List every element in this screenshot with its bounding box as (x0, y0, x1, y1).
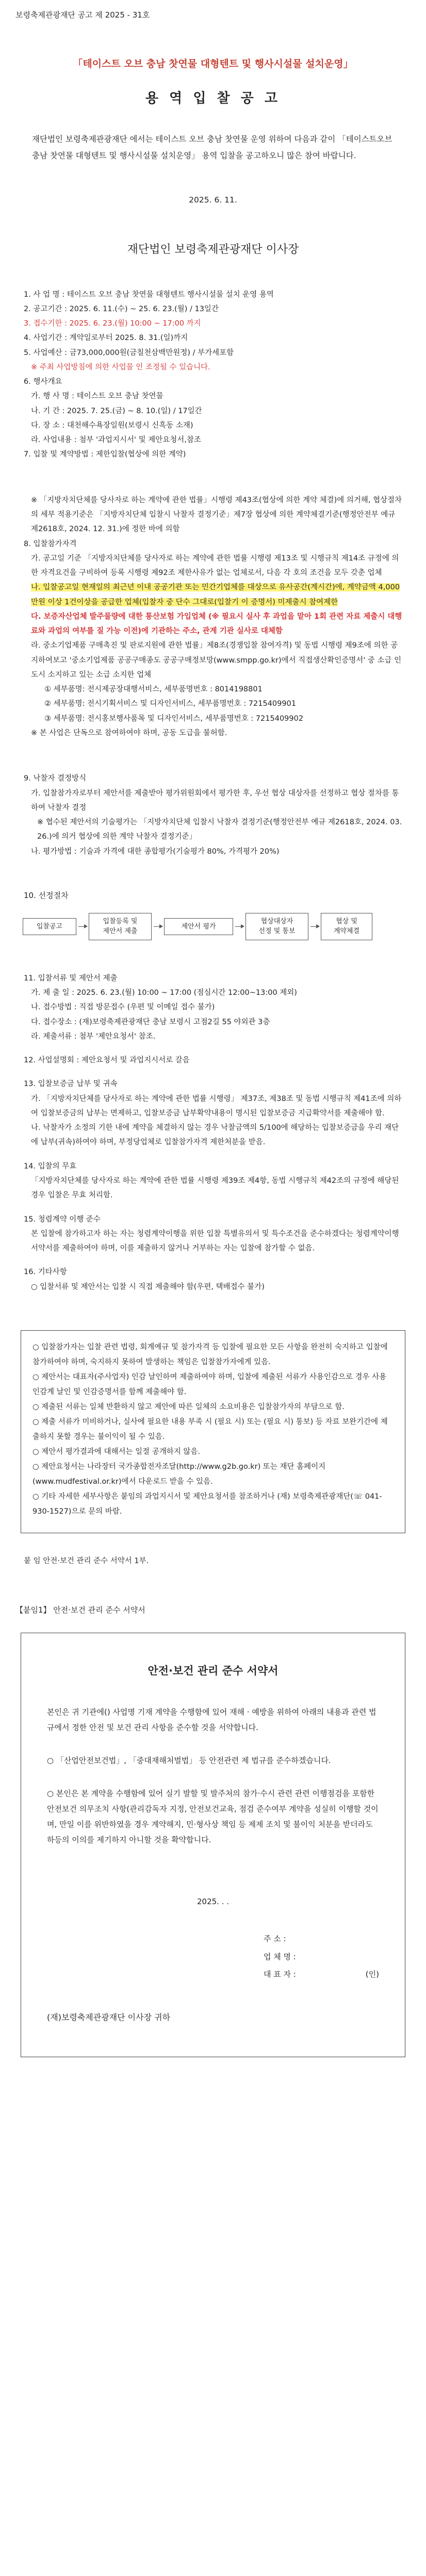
notice-item: ○ 제출된 서류는 일체 반환하지 않고 제안에 따른 일체의 소요비용은 입찰참가자의 부담으로 함. (32, 1402, 345, 1411)
integrity-heading: 15. 청렴계약 이행 준수 (24, 1215, 101, 1224)
notice-box (21, 1330, 405, 1533)
announcement-subtitle (0, 56, 426, 70)
announcement-date: 2025. 6. 11. (189, 195, 237, 205)
pledge-body: 본인은 귀 기관에(‌) 사업명 기재 계약을 수행함에 있어 재해 · 예방을 위하여 아래의 내용과 관련 법규에서 정한 안전 및 보건 관리 사항을 준수할 것을 서약합니다. (47, 1707, 376, 1733)
document-number: 보령축제관광재단 공고 제 2025 - 31호 (15, 10, 150, 20)
invalid-heading: 14. 입찰의 무효 (24, 1162, 77, 1171)
pledge-date: 2025. . . (196, 1897, 229, 1907)
pledge-recipient: (재)보령축제관광재단 이사장 귀하 (47, 2012, 171, 2022)
flow-step-2: 입찰등록 및 제안서 제출 (89, 913, 152, 940)
award-item-a: 가. 입찰참가자로부터 제안서를 제출받아 평가위원회에서 평가한 후, 우선 협상 대상자를 선정하고 협상 절차를 통하여 낙찰자 결정 (31, 789, 399, 812)
announcement-signer: 재단법인 보령축제관광재단 이사장 (127, 243, 299, 256)
briefing-line: 12. 사업설명회 : 제안요청서 및 과업지시서로 갈음 (24, 1056, 190, 1065)
intro-paragraph: 재단법인 보령축제관광재단 에서는 테이스트 오브 충남 찻연물 운영 위하여 다음과 같이 「테이스트오브 충남 찻연물 대형텐트 및 행사시설물 설치운영」 용역 입찰을 공고하오니 많은 참여 바랍니다. (32, 134, 392, 160)
pledge-title: 안전·보건 관리 준수 서약서 (148, 1665, 278, 1677)
budget-note: ※ 주최 사업방침에 의한 사업물 인 조정될 수 있습니다. (31, 363, 210, 371)
seal-mark: (인) (365, 1970, 379, 1979)
product-code-1: ① 세부품명: 전시제공장대행서비스, 세부품명번호 : 8014198801 (44, 685, 263, 694)
representative-label: 대 표 자 : (264, 1970, 296, 1979)
submission-section (24, 971, 402, 1294)
award-heading: 9. 낙찰자 결정방식 (24, 774, 87, 783)
submission-place: 다. 접수장소 : (재)보령축제관광재단 충남 보령시 고점2길 55 야외관 3층 (31, 1018, 270, 1026)
qualification-item-a: 가. 공고일 기준 「지방자치단체를 당사자로 하는 계약에 관한 법률 시행령 제13조 및 시행규칙 제14조 규정에 의한 자격요건을 구비하여 등록 시행령 제92조 제한사유가 없는 업체로서, 다음 각 호의 조건을 모두 갖춘 업체 (31, 554, 399, 578)
deposit-item-b: 나. 낙찰자가 소정의 기한 내에 계약을 체결하지 않는 경우 낙찰금액의 5/100에 해당하는 입찰보증금을 우리 재단에 납부(귀속)하여야 하며, 부정당업체로 입찰참가자격 제한처분을 받음. (31, 1124, 399, 1147)
pledge-signature-block (47, 1930, 379, 1984)
event-overview-heading: 6. 행사개요 (24, 378, 62, 386)
qualification-item-c: 다. 보증자산업체 발주물량에 대한 통산보험 가입업체 (※ 필요시 실사 후 과업을 맡아 1회 관련 자료 제출시 대행료와 과업의 여부를 질 가능 이전)에 기관하는 주소, 관계 기관 실사로 대체함 (31, 612, 402, 636)
misc-heading: 16. 기타사항 (24, 1268, 67, 1277)
qualification-item-b: 나. 입찰공고일 현재일의 최근년 이내 공공기관 또는 민간기업체를 대상으로 유사공간(계시간)에, 계약금액 4,000만원 이상 1건이상을 공급한 업체(입찰자 중 단수 그대로(입찰기 이 증명서) 미제출시 참여제한 (31, 583, 400, 606)
address-label: 주 소 : (264, 1934, 286, 1944)
attachment-title: 【붙임1】 안전·보건 관리 준수 서약서 (15, 1605, 145, 1615)
pledge-item-2: ○ 본인은 본 계약을 수행함에 있어 실기 발할 및 발주처의 참가·수시 관련 관련 이행점검을 포함한 안전보건 의무조치 사항(관리감독자 지정, 안전보건교육, 점검 준수여부 계약을 성실히 이행할 것이며, 만일 이를 위반하였을 경우 계약해지, 민·형사상 책임 등 제제 조치 및 불이익 처분을 받더라도 하등의 이의를 제기하지 아니할 것을 확약합니다. (47, 1789, 379, 1845)
submission-date: 가. 제 출 일 : 2025. 6. 23.(월) 10:00 ~ 17:00 (점심시간 12:00~13:00 제외) (31, 989, 297, 997)
event-content-line: 라. 사업내용 : 첨부 '과업지시서' 및 제안요청서,참조 (31, 436, 201, 445)
project-name-line: 1. 사 업 명 : 테이스트 오브 충남 찻연물 대형텐트 행사시설물 설치 운영 용역 (24, 290, 274, 299)
notice-item: ○ 제안서 평가결과에 대해서는 일절 공개하지 않음. (32, 1447, 201, 1456)
pledge-form (21, 1633, 405, 2057)
flow-arrow-icon (310, 926, 319, 927)
joint-contract-note: ※ 본 사업은 단독으로 참여하여야 하며, 공동 도급을 불허함. (31, 728, 227, 737)
flow-arrow-icon (78, 926, 87, 927)
period-line: 2. 공고기간 : 2025. 6. 11.(수) ~ 25. 6. 23.(월) / 13일간 (24, 304, 219, 313)
award-method-section (24, 771, 402, 859)
product-code-2: ② 세부품명: 전시기획서비스 및 디자인서비스, 세부품명번호 : 7215409901 (44, 700, 297, 708)
notice-item: ○ 입찰참가자는 입찰 관련 법령, 회계예규 및 참가자격 등 입찰에 필요한 모든 사항을 완전히 숙지하고 입찰에 참가하여야 하며, 숙지하지 못하여 발생하는 책임은 입찰참가자에게 있음. (32, 1343, 388, 1366)
award-note: ※ 협수된 제안서의 기술평가는 「지방자치단체 입찰시 낙찰자 결정기준(행정안전부 예규 제2618호, 2024. 03. 26.)에 의거 협상에 의한 계약 낙찰자 결정기준」 (37, 818, 402, 841)
submission-heading: 11. 입찰서류 및 제안서 제출 (24, 974, 118, 982)
selection-procedure-heading: 10. 선정절차 (24, 890, 69, 900)
flow-step-1: 입찰공고 (23, 918, 76, 936)
project-duration-line: 4. 사업기간 : 계약일로부터 2025. 8. 31.(일)까지 (24, 334, 188, 343)
deposit-heading: 13. 입찰보증금 납부 및 귀속 (24, 1080, 118, 1089)
product-code-3: ③ 세부품명: 전시홍보행사품목 및 디자인서비스, 세부품명번호 : 7215409902 (44, 714, 304, 723)
submission-documents: 라. 제출서류 : 첨부 '제안요청서' 참조. (31, 1032, 156, 1041)
qualification-section (24, 493, 402, 741)
flow-arrow-icon (235, 926, 243, 927)
flow-step-5: 협상 및 계약체결 (321, 913, 372, 940)
legal-note: ※ 「지방자치단체를 당사자로 하는 계약에 관한 법률」시행령 제43조(협상에 의한 계약 체결)에 의거해, 협상절차의 세부 적용기준은 「지방자치단체 입찰시 낙찰자 결정기준」제7장 협상에 의한 계약체결기준(행정안전부 예규 제2618호, 2024. 12. 31.)에 정한 바에 의함 (31, 496, 402, 534)
notice-item: ○ 제안요청서는 나라장터 국가종합전자조달(http://www.g2b.go.kr) 또는 재단 홈페이지(www.mudfestival.or.kr)에서 다운로드 받을 수 있음. (32, 1462, 326, 1486)
integrity-text: 본 입찰에 참가하고자 하는 자는 청렴계약이행을 위한 입찰 특별유의서 및 특수조건을 준수하겠다는 청렴계약이행서약서를 제출하여야 하며, 이를 제출하지 않거나 거부하는 자는 입찰에 참가할 수 없음. (31, 1229, 399, 1253)
submission-method: 나. 접수방법 : 직접 방문접수 (우편 및 이메일 접수 불가) (31, 1003, 215, 1012)
event-place-line: 다. 장 소 : 대천해수욕장일원(보령시 신흑동 소재) (31, 421, 193, 430)
flow-step-3: 제안서 평가 (164, 918, 233, 936)
qualification-item-d: 라. 중소기업제품 구매촉진 및 판로지원에 관한 법률」제8조(경쟁입찰 참여자격) 및 동법 시행령 제9조에 의한 공지하여보고 '중소기업제품 공공구매종도 공공구매정보망(www.smpp.go.kr)에서 직접생산확인증명서' 중 소급 인도시 소지하고 있는 소급 소지한 업체 (31, 641, 402, 679)
contract-method-line: 7. 입찰 및 계약방법 : 제한입찰(협상에 의한 계약) (24, 450, 186, 459)
invalid-text: 「지방자치단체를 당사자로 하는 계약에 관한 법률 시행령 제39조 제4항, 동법 시행규칙 제42조의 규정에 해당된 경우 입찰은 무효 처리함. (31, 1177, 399, 1200)
project-title: 「테이스트 오브 충남 찻연물 대형텐트 및 행사시설물 설치운영」 (73, 58, 353, 70)
selection-flow (23, 913, 403, 940)
qualification-heading: 8. 입찰참가자격 (24, 539, 77, 548)
award-item-b: 나. 평가방법 : 기술과 가격에 대한 종합평가(기술평가 80%, 가격평가 20%) (31, 847, 280, 856)
budget-line: 5. 사업예산 : 금73,000,000원(금칠천삼백만원정) / 부가세포함 (24, 348, 234, 357)
flow-step-4: 협상대상자 선정 및 통보 (245, 913, 308, 940)
company-label: 업 체 명 : (264, 1952, 296, 1961)
notice-item: ○ 기타 자세한 세부사항은 붙임의 과업지시서 및 제안요청서를 참조하거나 (재) 보령축제관광재단(☏ 041-930-1527)으로 문의 바람. (32, 1492, 382, 1516)
notice-item: ○ 제출 서류가 미비하거나, 실사에 필요한 내용 부족 시 (필요 시) 또는 (필요 시) 통보) 등 자료 보완기간에 제출하지 못할 경우는 불이익이 될 수 있음. (32, 1417, 388, 1441)
overview-section (24, 287, 402, 462)
pledge-item-1: ○ 「산업안전보건법」, 「중대재해처벌법」 등 안전관련 제 법규를 준수하겠습니다. (47, 1756, 331, 1766)
event-name-line: 가. 행 사 명 : 테이스트 오브 충남 찻연물 (31, 392, 163, 401)
event-period-line: 나. 기 간 : 2025. 7. 25.(금) ~ 8. 10.(일) / 17일간 (31, 406, 202, 415)
attachment-line: 붙 임 안전·보건 관리 준수 서약서 1부. (24, 1556, 149, 1565)
misc-item-1: ○ 입찰서류 및 제안서는 입찰 시 직접 제출해야 함(우편, 택배접수 불가) (31, 1282, 265, 1291)
deposit-item-a: 가. 「지방자치단체를 당사자로 하는 계약에 관한 법률 시행령」 제37조, 제38조 및 동법 시행규칙 제41조에 의하여 입찰보증금의 납부는 면제하고, 입찰보증금 납부확약내용이 명시된 입찰보증금 지급확약서를 제출해야 함. (31, 1094, 402, 1117)
page-title: 용 역 입 찰 공 고 (145, 91, 281, 106)
notice-item: ○ 제안서는 대표자(주사업자) 인감 날인하여 제출하여야 하며, 입찰에 제출된 서류가 사용인감으로 경우 사용인감계 날인 및 인감증명서를 함께 제출해야 함. (32, 1372, 387, 1396)
flow-arrow-icon (154, 926, 162, 927)
deadline-line: 3. 접수기한 : 2025. 6. 23.(월) 10:00 ~ 17:00 까지 (24, 319, 201, 328)
